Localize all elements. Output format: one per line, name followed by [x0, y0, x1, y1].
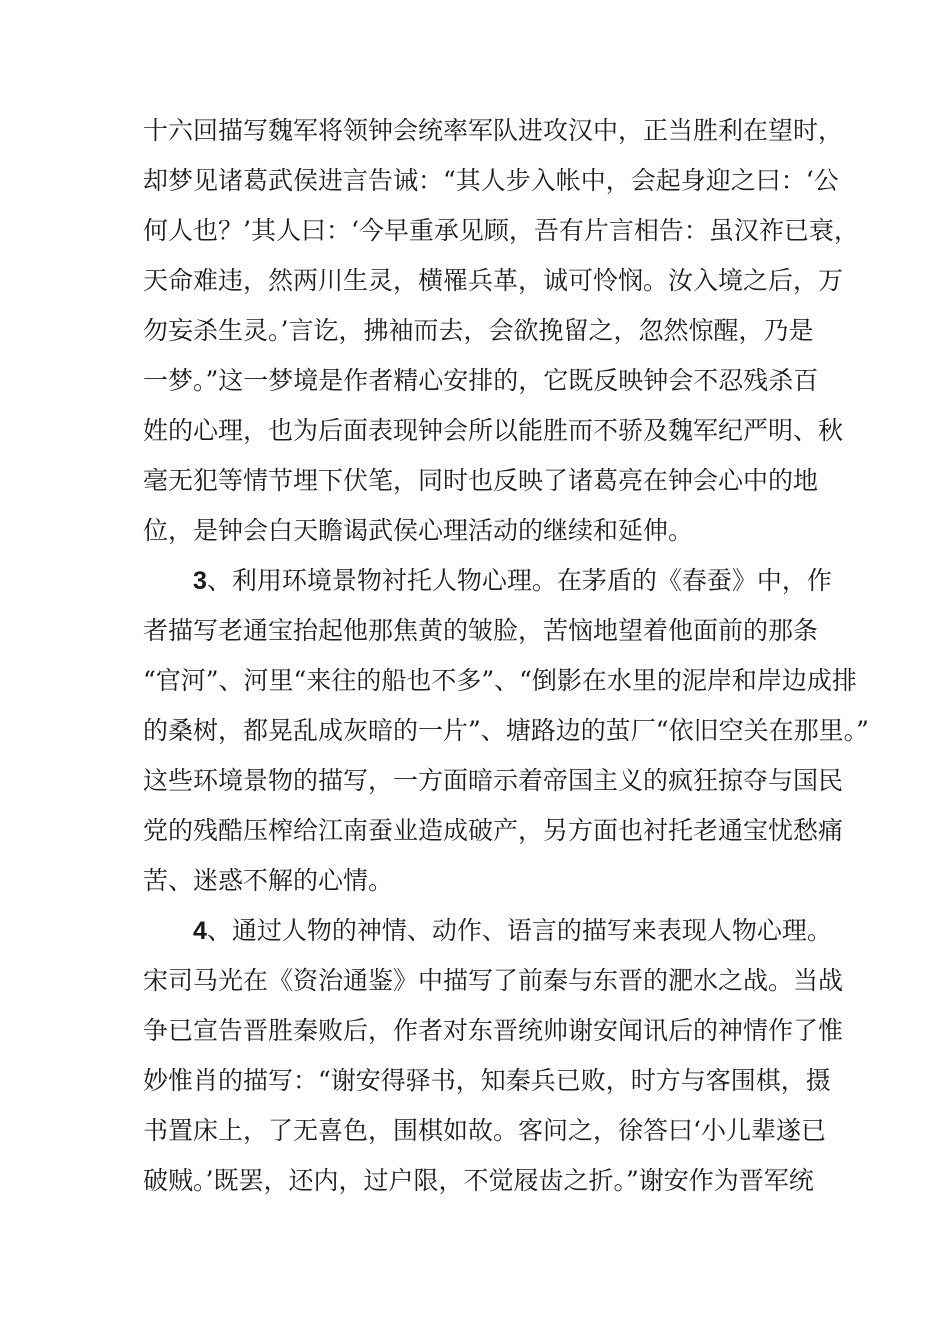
text-line-content: 、利用环境景物衬托人物心理。在茅盾的《春蚕》中，作	[206, 566, 832, 595]
text-line: 何人也？’其人曰：‘今早重承见顾，吾有片言相告：虽汉祚已衰，	[143, 216, 859, 245]
text-line: 党的残酷压榨给江南蚕业造成破产，另方面也衬托老通宝忧愁痛	[143, 816, 844, 845]
text-line: 的桑树，都晃乱成灰暗的一片”、塘路边的茧厂“依旧空关在那里。”	[143, 716, 869, 745]
text-line-content: 、通过人物的神情、动作、语言的描写来表现人物心理。	[206, 916, 832, 945]
text-line: 争已宣告晋胜秦败后，作者对东晋统帅谢安闻讯后的神情作了惟	[143, 1016, 844, 1045]
paragraph-4	[143, 906, 844, 1206]
text-line: 宋司马光在《资治通鉴》中描写了前秦与东晋的淝水之战。当战	[143, 966, 844, 995]
text-line: 却梦见诸葛武侯进言告诫：“其人步入帐中，会起身迎之曰：‘公	[143, 166, 839, 195]
paragraph-number: 3	[193, 567, 207, 595]
text-line-first	[143, 556, 832, 606]
text-line: 十六回描写魏军将领钟会统率军队进攻汉中，正当胜利在望时，	[143, 116, 844, 145]
text-line: 姓的心理，也为后面表现钟会所以能胜而不骄及魏军纪严明、秋	[143, 416, 844, 445]
text-line: 妙惟肖的描写：“谢安得驿书，知秦兵已败，时方与客围棋，摄	[143, 1066, 831, 1095]
text-line: 书置床上，了无喜色，围棋如故。客问之，徐答曰‘小儿辈遂已	[143, 1116, 826, 1145]
paragraph-continued	[143, 106, 859, 556]
text-line: 勿妄杀生灵。’言讫，拂袖而去，会欲挽留之，忽然惊醒，乃是	[143, 316, 814, 345]
paragraph-number: 4	[193, 917, 207, 945]
paragraph-3	[143, 556, 869, 906]
text-line: 苦、迷惑不解的心情。	[143, 866, 394, 895]
text-line: 一梦。”这一梦境是作者精心安排的，它既反映钟会不忍残杀百	[143, 366, 819, 395]
text-line-first	[143, 906, 832, 956]
text-line: 破贼。’既罢，还内，过户限，不觉屐齿之折。”谢安作为晋军统	[143, 1166, 814, 1195]
text-line: “官河”、河里“来往的船也不多”、“倒影在水里的泥岸和岸边成排	[143, 666, 857, 695]
text-line: 者描写老通宝抬起他那焦黄的皱脸，苦恼地望着他面前的那条	[143, 616, 819, 645]
text-line: 天命难违，然两川生灵，横罹兵革，诚可怜悯。汝入境之后，万	[143, 266, 844, 295]
text-line: 位，是钟会白天瞻谒武侯心理活动的继续和延伸。	[143, 516, 694, 545]
text-line: 毫无犯等情节埋下伏笔，同时也反映了诸葛亮在钟会心中的地	[143, 466, 819, 495]
text-line: 这些环境景物的描写，一方面暗示着帝国主义的疯狂掠夺与国民	[143, 766, 844, 795]
